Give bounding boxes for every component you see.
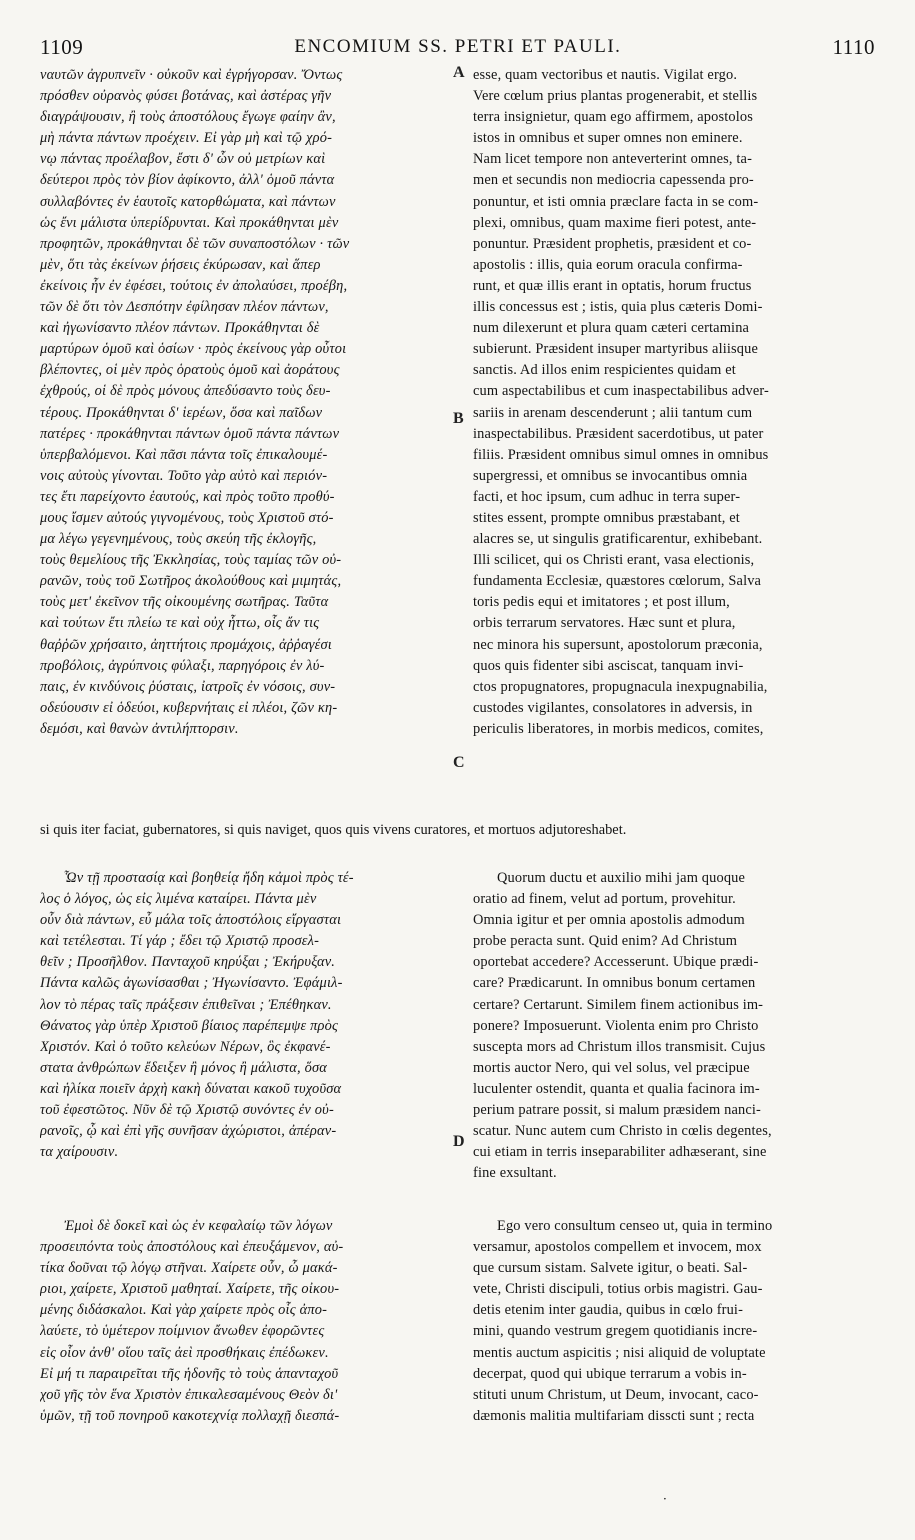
text-line: μένης διδάσκαλοι. Καὶ γὰρ χαίρετε πρὸς οἷς ἀπο- [40,1302,328,1319]
text-line: custodes vigilantes, consolatores in adversis, in [473,699,753,716]
text-line: τίκα δοῦναι τῷ λόγῳ στῆναι. Χαίρετε οὖν, ὦ μακά- [40,1260,338,1277]
text-line: cum aspectabilibus et cum inaspectabilibus adver- [473,383,769,400]
text-line: plexi, omnibus, quam maxime fieri potest, ante- [473,214,757,231]
text-line: λος ὁ λόγος, ὡς εἰς λιμένα καταίρει. Πάντα μὲν [40,891,317,908]
text-line: τοὺς μετ' ἐκεῖνον τῆς οἰκουμένης σωτῆρας. Ταῦτα [40,594,329,611]
text-line: periculis liberatores, in morbis medicos, comites, [473,720,764,737]
text-line: παις, ἐν κινδύνοις ῥύσταις, ἰατροῖς ἐν νόσοις, συν- [40,678,336,695]
margin-marker-a: A [453,64,465,81]
text-line: esse, quam vectoribus et nautis. Vigilat ergo. [473,67,738,83]
text-line: πρόσθεν οὐρανὸς φύσει βοτάνας, καὶ ἀστέρας γῆν [40,88,332,105]
latin-column-bottom [473,1216,878,1427]
text-line: καὶ τούτων ἔτι πλείω τε καὶ οὐχ ἧττω, οἷς ἄν τις [40,615,320,632]
text-line: sanctis. Ad illos enim respicientes quidam et [473,362,736,379]
text-line: certare? Certarunt. Similem finem actionibus im- [473,996,764,1013]
latin-column-middle [473,868,878,1184]
text-line: detis etenim inter gaudia, quibus in cœlo frui- [473,1302,744,1319]
text-line: mini, quando vestrum gregem quotidianis incre- [473,1323,758,1340]
text-line: quos quis fidenter sibi asciscat, tanquam invi- [473,657,744,674]
text-line: orbis terrarum servatores. Hæc sunt et plura, [473,615,736,632]
text-line: Χριστόν. Καὶ ὁ τοῦτο κελεύων Νέρων, ὃς ἐκφανέ- [40,1038,331,1055]
margin-marker-c: C [453,754,465,771]
text-line: fundamenta Ecclesiæ, quæstores cœlorum, Salva [473,573,762,590]
printer-speck: · [663,1492,667,1506]
text-line: ἐχθρούς, οἱ δὲ πρὸς μόνους ἀπεδύσαντο τοὺς δευ- [40,383,331,400]
text-line: καὶ ἠγωνίσαντο πλέον πάντων. Προκάθηνται δὲ [40,320,320,337]
text-line: Ἐμοὶ δὲ δοκεῖ καὶ ὡς ἐν κεφαλαίῳ τῶν λόγων [64,1218,333,1234]
text-line: num dilexerunt et plura quam cæteri certamina [473,320,750,337]
text-line: στατα ἀνθρώπων ἔδειξεν ἢ μόνος ἢ μάλιστα, ὅσα [40,1059,328,1076]
text-line: ctos propugnatores, propugnacula inexpugnabilia, [473,678,768,695]
greek-column-middle [40,868,450,1163]
text-line: supergressi, et omnibus se invocantibus omnia [473,467,748,484]
text-line: τῶν δὲ ὅτι τὸν Δεσπότην ἐφίλησαν πλέον πάντων, [40,299,329,316]
page-header [40,34,875,60]
text-line: τέρους. Προκάθηνται δ' ἱερέων, ὅσα καὶ παῖδων [40,404,323,421]
text-line: τοῦ ἐφεστῶτος. Νῦν δὲ τῷ Χριστῷ συνόντες ἐν οὐ- [40,1102,334,1119]
greek-column-top [40,65,450,740]
text-line: istos in omnibus et super omnes non eminere. [473,130,743,147]
text-line: Θάνατος γὰρ ὑπὲρ Χριστοῦ βίαιος παρέπεμψε πρὸς [40,1017,339,1034]
text-line: τες ἔτι παρείχοντο ἑαυτούς, καὶ πρὸς τοῦτο προθύ- [40,488,335,505]
text-line: stituti unum Christum, ut Deum, invocant, caco- [473,1386,759,1403]
text-line: ponere? Imposuerunt. Violenta enim pro Christo [473,1017,759,1034]
text-line: probe peracta sunt. Quid enim? Ad Christum [473,933,738,950]
text-line: λαύετε, τὸ ὑμέτερον ποίμνιον ἄνωθεν ἐφορῶντες [40,1323,325,1340]
latin-column-top [473,65,878,740]
page-number-left: 1109 [40,34,84,59]
running-title: ENCOMIUM SS. PETRI ET PAULI. [294,36,622,57]
text-line: cui etiam in terris inseparabiliter adhæserant, sine [473,1144,767,1161]
text-line: oportebat accedere? Accesserunt. Ubique prædi- [473,954,759,971]
margin-marker-b: B [453,410,464,427]
page-number-right: 1110 [832,34,875,59]
text-line: men et secundis non mediocria capessenda pro- [473,172,754,189]
text-line: stites essent, prompte omnibus præstabant, et [473,509,740,526]
text-line: ponuntur. Præsident prophetis, præsident et co- [473,235,752,252]
text-line: τοὺς θεμελίους τῆς Ἐκκλησίας, τοὺς ταμίας τῶν οὐ- [40,552,342,569]
text-line: subierunt. Præsident insuper martyribus aliisque [473,341,758,358]
text-line: sariis in arenam descenderunt ; alii tantum cum [473,404,753,421]
text-line: ριοι, χαίρετε, Χριστοῦ μαθηταί. Χαίρετε, τῆς οἰκου- [40,1281,340,1298]
text-line: runt, et quæ illis erant in optatis, horum fructus [473,277,752,294]
text-line: luculenter ostendit, quanta et qualia facinora im- [473,1080,760,1097]
text-line: ponuntur, et isti omnia præclare facta in se com- [473,193,759,210]
text-line: filiis. Præsident omnibus simul omnes in omnibus [473,446,769,463]
text-line: ρανῶν, τοὺς τοῦ Σωτῆρος ἀκολούθους καὶ μιμητάς, [40,573,342,590]
text-line: μαρτύρων ὁμοῦ καὶ ὁσίων · πρὸς ἐκείνους γὰρ οὗτοι [40,341,347,358]
text-line: mentis auctum aspicitis ; nisi aliquid de voluptate [473,1344,766,1361]
text-line: toris pedis equi et imitatores ; et post illum, [473,594,730,611]
text-line: λον τὸ πέρας ταῖς πράξεσιν ἐπιθεῖναι ; Ἐπέθηκαν. [40,996,332,1013]
text-line: καὶ τετέλεσται. Τί γάρ ; ἔδει τῷ Χριστῷ προσελ- [40,933,320,950]
text-line: oratio ad finem, velut ad portum, provehitur. [473,891,736,908]
text-line: νῳ πάντας προέλαβον, ἔστι δ' ὧν οὐ μετρίων καὶ [40,151,326,168]
text-line: Ego vero consultum censeo ut, quia in termino [497,1218,773,1234]
text-line: Nam licet tempore non anteverterint omnes, ta- [473,151,753,168]
text-line: illis concessus est ; istis, quia plus cæteris Domi- [473,299,763,316]
text-line: πατέρες · προκάθηνται πάντων ὁμοῦ πάντα πάντων [40,425,340,442]
text-line: que cursum sistam. Salvete igitur, o beati. Sal- [473,1260,748,1277]
text-line: ὑμῶν, τῇ τοῦ πονηροῦ κακοτεχνίᾳ πολλαχῇ διεσπά- [40,1407,340,1424]
text-line: apostolis : illis, quia eorum oracula confirma- [473,256,743,273]
text-line: fine exsultant. [473,1165,557,1182]
greek-column-bottom [40,1216,450,1427]
text-line: νοις αὐτοὺς γίνονται. Τοῦτο γὰρ αὐτὸ καὶ περιόν- [40,467,328,484]
text-line: perium patrare possit, si malum præsidem nanci- [473,1102,762,1119]
text-line: μὲν, ὅτι τὰς ἐκείνων ῥήσεις ἐκύρωσαν, καὶ ἅπερ [40,256,321,273]
text-line: Illi scilicet, qui os Christi erant, vasa electionis, [473,552,755,569]
text-line: ρανοῖς, ᾧ καὶ ἐπὶ γῆς συνῆσαν ἀχώριστοι, ἀπέραν- [40,1123,337,1140]
text-line: ναυτῶν ἀγρυπνεῖν · οὐκοῦν καὶ ἐγρήγορσαν. Ὄντως [40,67,343,83]
text-line: alacres se, ut singulis gratificarentur, exhibebant. [473,531,763,548]
text-line: versamur, apostolos compellem et invocem, mox [473,1239,762,1256]
text-line: habet. [591,822,627,838]
text-line: χοῦ γῆς τὸν ἕνα Χριστὸν ἐπικαλεσαμένους Θεὸν δι' [40,1386,338,1403]
text-line: προφητῶν, προκάθηνται δὲ τῶν συναποστόλων · τῶν [40,235,350,252]
text-line: διαγράψουσιν, ἢ τοὺς ἀποστόλους ἔγωγε φαίην ἂν, [40,109,336,126]
text-line: δεμόσι, καὶ θανὼν ἀντιλήπτορσιν. [40,720,239,737]
text-line: Πάντα καλῶς ἀγωνίσασθαι ; Ἠγωνίσαντο. Ἐφάμιλ- [40,975,343,992]
text-line: ὡς ἔνι μάλιστα ὑπερίδρυνται. Καὶ προκάθηνται μὲν [40,214,339,231]
text-line: τα χαίρουσιν. [40,1144,119,1161]
full-width-lines [40,820,880,841]
text-line: εἰς οἷον ἀνθ' οἵου ταῖς ἀεὶ προσθήκαις ἐπέδωκεν. [40,1344,329,1361]
text-line: μα λέγω γεγενημένους, τοὺς σκεύη τῆς ἐκλογῆς, [40,531,317,548]
text-line: care? Prædicarunt. In omnibus bonum certamen [473,975,756,992]
text-line: terra insignietur, quam ego affirmem, apostolos [473,109,753,126]
text-line: scatur. Nunc autem cum Christo in cœlis degentes, [473,1123,772,1140]
text-line: Quorum ductu et auxilio mihi jam quoque [497,870,746,886]
text-line: Omnia igitur et per omnia apostolis admodum [473,912,745,929]
text-line: facti, et hoc ipsum, cum adhuc in terra super- [473,488,741,505]
text-line: Vere cœlum prius plantas progenerabit, et stellis [473,88,758,105]
text-line: dæmonis malitia multifariam disscti sunt ; recta [473,1407,755,1424]
text-line: συλλαβόντες ἐν ἑαυτοῖς κατορθώματα, καὶ πάντων [40,193,336,210]
margin-marker-d: D [453,1133,465,1150]
text-line: δεύτεροι πρὸς τὸν βίον ἀφίκοντο, ἀλλ' ὁμοῦ πάντα [40,172,335,189]
text-line: θεῖν ; Προσῆλθον. Πανταχοῦ κηρύξαι ; Ἐκήρυξαν. [40,954,336,971]
text-line: si quis iter faciat, gubernatores, si quis naviget, quos quis vivens curatores, et mortuos adjutores [40,822,592,838]
text-line: ἐκείνοις ἦν ἐν ἐφέσει, τούτοις ἐν ἀπολαύσει, προέβη, [40,277,348,294]
text-line: suscepta mors ad Christum illos transmisit. Cujus [473,1038,766,1055]
text-line: nec minora his supersunt, apostolorum præconia, [473,636,763,653]
text-line: Εἰ μή τι παραιρεῖται τῆς ἡδονῆς τὸ τοὺς ἁπανταχοῦ [40,1365,339,1382]
text-line: οὖν διὰ πάντων, εὖ μάλα τοῖς ἀποστόλοις εἴργασται [40,912,342,929]
text-line: βλέποντες, οἱ μὲν πρὸς ὁρατοὺς ὁμοῦ καὶ ἀοράτους [40,362,340,379]
text-line: inaspectabilibus. Præsident sacerdotibus, ut pater [473,425,764,442]
text-line: προβόλοις, ἀγρύπνοις φύλαξι, παρηγόροις ἐν λύ- [40,657,325,674]
text-line: vete, Christi discipuli, totius orbis magistri. Gau- [473,1281,763,1298]
text-line: decerpat, quod qui ubique terrarum a vobis in- [473,1365,747,1382]
text-line: θαῤῥῶν χρήσαιτο, ἀηττήτοις προμάχοις, ἀῤῥαγέσι [40,636,332,653]
text-line: μους ἴσμεν αὐτούς γιγνομένους, τοὺς Χριστοῦ στό- [40,509,334,526]
text-line: ὑπερβαλόμενοι. Καὶ πᾶσι πάντα τοῖς ἐπικαλουμέ- [40,446,328,463]
text-line: Ὧν τῇ προστασίᾳ καὶ βοηθείᾳ ἤδη κἀμοὶ πρὸς τέ- [64,870,354,886]
text-line: προσειπόντα τοὺς ἀποστόλους καὶ ἐπευξάμενον, αὐ- [40,1239,344,1256]
text-line: οδεύουσιν εἰ ὁδεύοι, κυβερνήταις εἰ πλέοι, ζῶν κη- [40,699,338,716]
text-line: mortis auctor Nero, qui vel solus, vel præcipue [473,1059,750,1076]
text-line: καὶ ἡλίκα ποιεῖν ἀρχὴ κακὴ δύναται κακοῦ τυχοῦσα [40,1080,342,1097]
text-line: μὴ πάντα πάντων προέχειν. Εἰ γὰρ μὴ καὶ τῷ χρό- [40,130,333,147]
